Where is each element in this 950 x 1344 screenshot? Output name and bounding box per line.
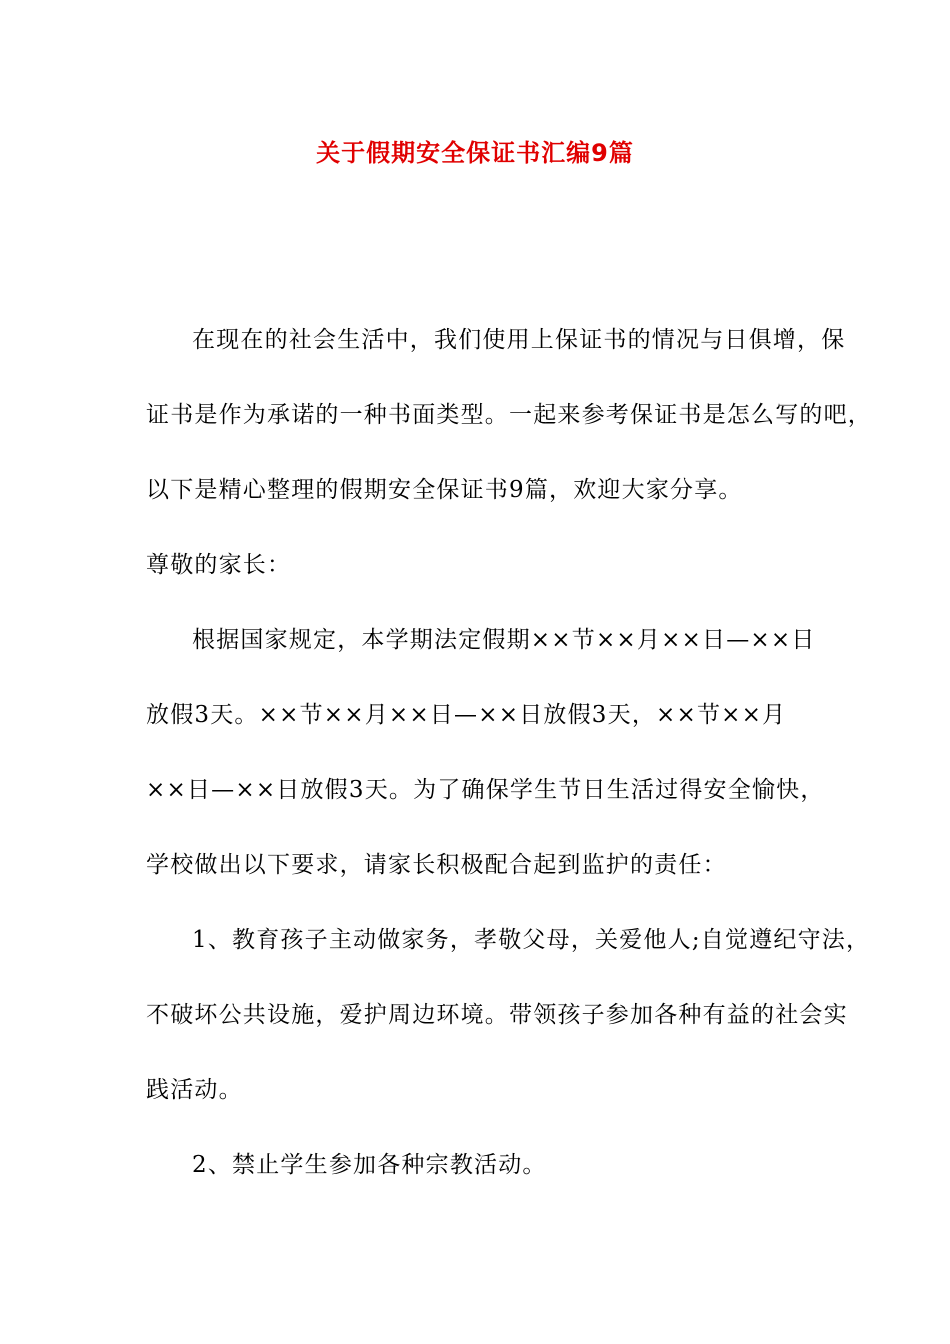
paragraph-line: 根据国家规定，本学期法定假期××节××月××日—××日 <box>192 627 816 653</box>
paragraph-line: ××日—××日放假3天。为了确保学生节日生活过得安全愉快， <box>146 777 825 803</box>
list-item-line: 践活动。 <box>146 1077 243 1103</box>
list-item-line: 2、禁止学生参加各种宗教活动。 <box>192 1152 547 1178</box>
paragraph-line: 学校做出以下要求，请家长积极配合起到监护的责任： <box>146 852 727 878</box>
paragraph-line: 放假3天。××节××月××日—××日放假3天，××节××月 <box>146 702 787 728</box>
salutation: 尊敬的家长： <box>146 552 292 578</box>
paragraph-line: 证书是作为承诺的一种书面类型。一起来参考保证书是怎么写的吧， <box>146 402 872 428</box>
paragraph-line: 以下是精心整理的假期安全保证书9篇，欢迎大家分享。 <box>146 477 743 503</box>
list-item-line: 不破坏公共设施，爱护周边环境。带领孩子参加各种有益的社会实 <box>146 1002 848 1028</box>
paragraph-line: 在现在的社会生活中，我们使用上保证书的情况与日俱增，保 <box>192 327 846 353</box>
document-title: 关于假期安全保证书汇编9篇 <box>316 139 634 167</box>
list-item-line: 1、教育孩子主动做家务，孝敬父母，关爱他人;自觉遵纪守法， <box>192 927 871 953</box>
